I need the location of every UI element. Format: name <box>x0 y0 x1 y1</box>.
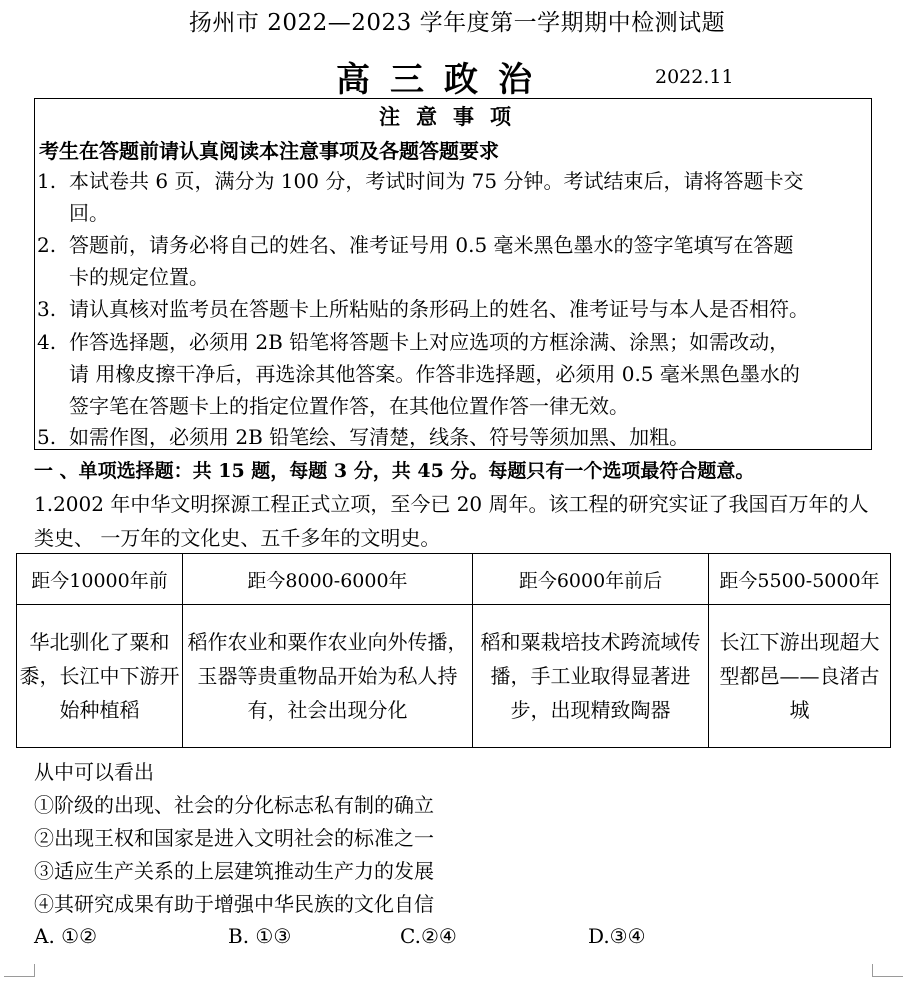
exam-title: 扬州市 2022—2023 学年度第一学期期中检测试题 <box>188 10 726 36</box>
table-header-cell: 距今8000-6000年 <box>183 554 473 605</box>
table-header-cell: 距今5500-5000年 <box>709 554 891 605</box>
statement: ③适应生产关系的上层建筑推动生产力的发展 <box>34 859 434 883</box>
notice-item-text: 回。 <box>69 201 109 225</box>
notice-item-text: 如需作图，必须用 2B 铅笔绘、写清楚，线条、符号等须加黑、加粗。 <box>69 425 690 449</box>
notice-item-text: 请认真核对监考员在答题卡上所粘贴的条形码上的姓名、准考证号与本人是否相符。 <box>69 297 809 321</box>
subject-title: 高三政治 <box>336 60 552 100</box>
notice-intro: 考生在答题前请认真阅读本注意事项及各题答题要求 <box>39 139 499 163</box>
option-b: B. ①③ <box>228 924 292 948</box>
question-stem: 1.2002 年中华文明探源工程正式立项，至今已 20 周年。该工程的研究实证了我国百万年的人类史、 一万年的文化史、五千多年的文明史。 <box>34 492 869 550</box>
statement: ④其研究成果有助于增强中华民族的文化自信 <box>34 892 434 916</box>
notice-item-text: 签字笔在答题卡上的指定位置作答，在其他位置作答一律无效。 <box>69 394 629 418</box>
statement: ②出现王权和国家是进入文明社会的标准之一 <box>34 826 434 850</box>
notice-item-number: 4. <box>37 330 57 354</box>
section-heading: 一 、单项选择题：共 15 题，每题 3 分，共 45 分。每题只有一个选项最符合题意。 <box>34 460 755 482</box>
notice-box <box>34 98 872 450</box>
notice-item-number: 3. <box>37 297 57 321</box>
statement: ①阶级的出现、社会的分化标志私有制的确立 <box>34 793 434 817</box>
table-header-cell: 距今10000年前 <box>17 554 183 605</box>
notice-item-number: 1. <box>37 169 57 193</box>
notice-title: 注意事项 <box>379 104 527 129</box>
notice-item-text: 本试卷共 6 页，满分为 100 分，考试时间为 75 分钟。考试结束后，请将答题卡交 <box>69 169 804 193</box>
table-cell: 华北驯化了粟和黍，长江中下游开始种植稻 <box>17 605 183 748</box>
page-corner-mark <box>872 964 903 977</box>
notice-item-text: 作答选择题，必须用 2B 铅笔将答题卡上对应选项的方框涂满、涂黑；如需改动， <box>69 330 790 354</box>
page-corner-mark <box>4 964 35 977</box>
notice-item-text: 答题前，请务必将自己的姓名、准考证号用 0.5 毫米黑色墨水的签字笔填写在答题 <box>69 233 794 257</box>
option-c: C.②④ <box>400 924 457 948</box>
notice-item-number: 2. <box>37 233 57 257</box>
option-a: A. ①② <box>34 924 98 948</box>
table-cell: 稻和粟栽培技术跨流域传播，手工业取得显著进步，出现精致陶器 <box>473 605 709 748</box>
question-prompt: 从中可以看出 <box>34 760 154 784</box>
table-cell: 稻作农业和粟作农业向外传播，玉器等贵重物品开始为私人持有，社会出现分化 <box>183 605 473 748</box>
exam-date: 2022.11 <box>655 66 734 88</box>
notice-item-text: 请 用橡皮擦干净后，再选涂其他答案。作答非选择题，必须用 0.5 毫米黑色墨水的 <box>69 362 800 386</box>
timeline-table <box>16 553 891 748</box>
option-d: D.③④ <box>588 924 646 948</box>
table-cell: 长江下游出现超大型都邑——良渚古城 <box>709 605 891 748</box>
table-header-cell: 距今6000年前后 <box>473 554 709 605</box>
notice-item-number: 5. <box>37 425 57 449</box>
notice-item-text: 卡的规定位置。 <box>69 265 209 289</box>
